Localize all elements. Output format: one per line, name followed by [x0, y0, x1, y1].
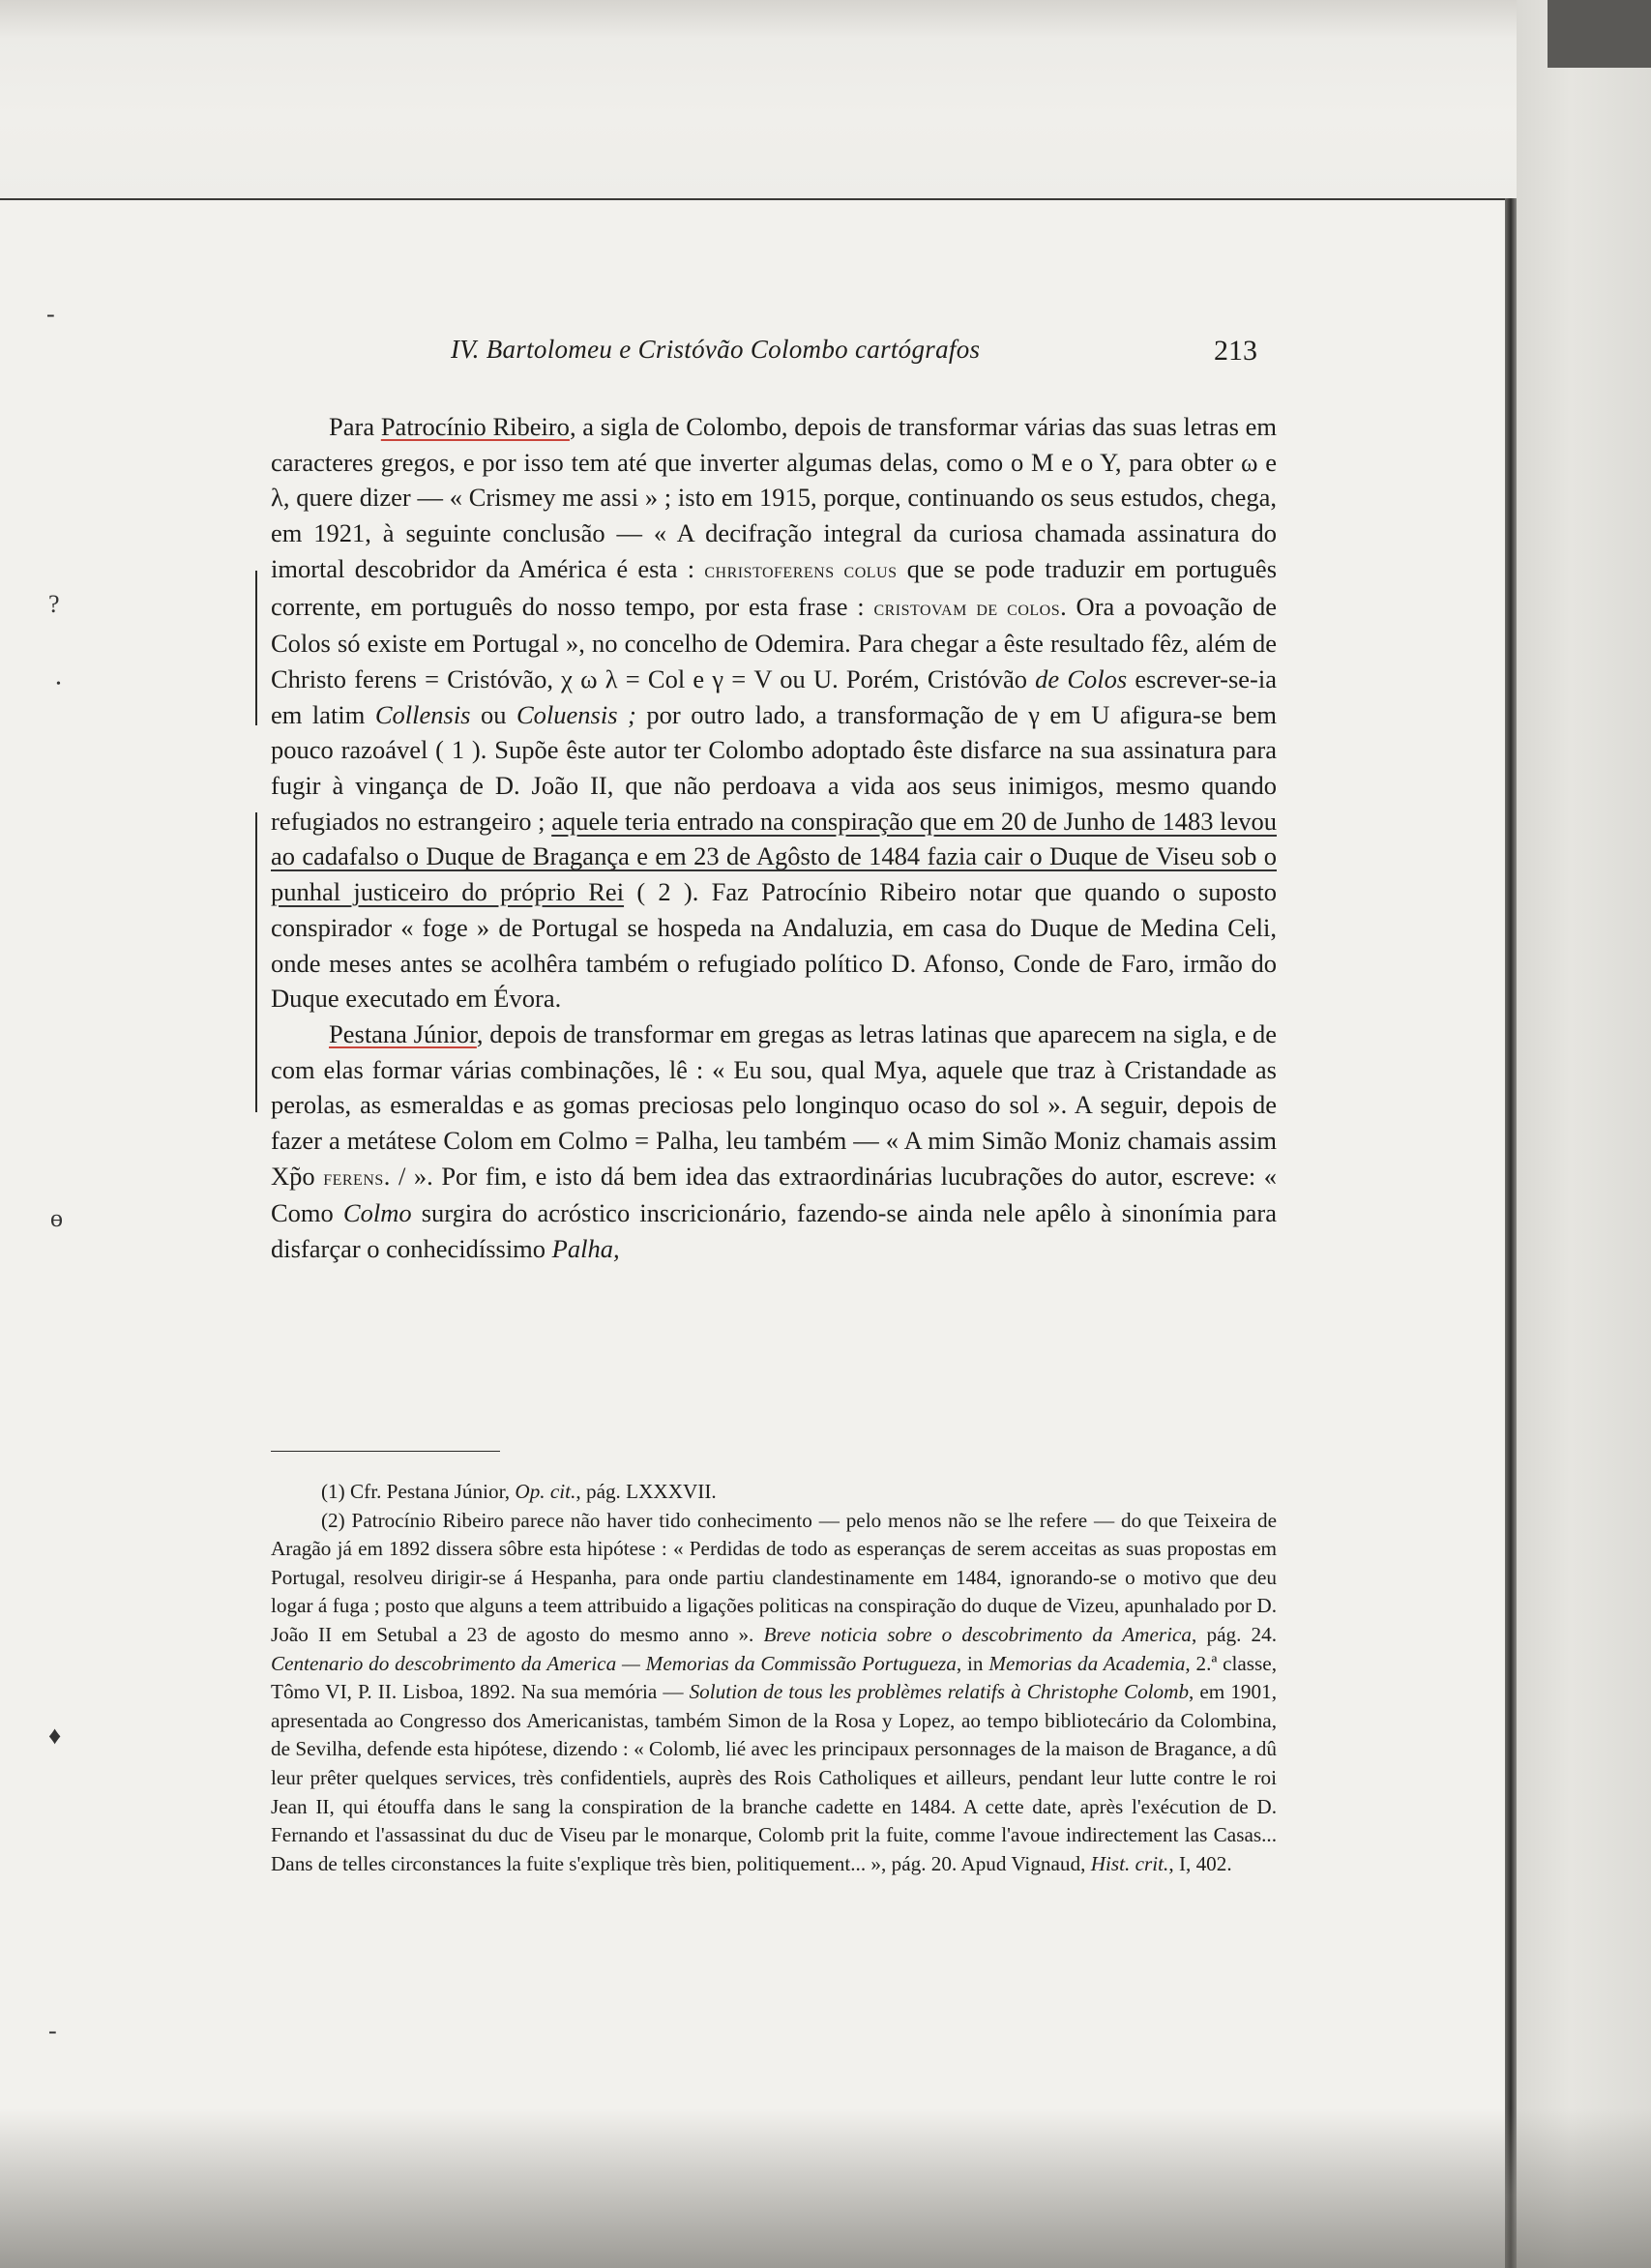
text-run: , depois de transformar em gregas as letras latinas que aparecem na sigla, e de com elas formar várias combinações, lê : « Eu sou, qual Mya, aquele que traz à Cristandade as perolas, as esmeraldas e as gomas preciosas pelo longinquo ocaso do sol ». A seguir, depois de fazer a metátese Colom em Colmo = Palha, leu também — « A mim Simão Moniz chamais assim Xp̃o [271, 1018, 1277, 1191]
italic-text: Memorias da Academia [988, 1651, 1186, 1675]
text-run: escrever-se-ia em latim [271, 663, 1277, 729]
underlined-name: Patrocínio Ribeiro [380, 412, 570, 441]
margin-mark: - [46, 300, 55, 328]
text-run: , pág. LXXXVII. [575, 1480, 717, 1503]
page-number: 213 [1214, 335, 1257, 367]
text-run: . / ». Por fim, e isto dá bem idea das extraordinárias lucubrações do autor, escreve: « Como [271, 1161, 1278, 1228]
text-run: que se pode traduzir em português corrente, em português do nosso tempo, por esta frase : [271, 553, 1278, 621]
text-run: ou [470, 699, 516, 729]
text-run: ( 2 ). Faz Patrocínio Ribeiro notar que quando o suposto conspirador « foge » de Portugal se hospeda na Andaluzia, em casa do Duque de Medina Celi, onde meses antes se acolhêra também o refugiado político D. Afonso, Conde de Faro, irmão do Duque executado em Évora. [271, 877, 1277, 1014]
text-run: , in [956, 1651, 989, 1675]
text-run: , em 1901, apresentada ao Congresso dos Americanistas, também Simon de la Rosa y Lopez, ao tempo bibliotecário da Colombina, de Sevilha, defende esta hipótese, dizendo : « Colomb, lié avec les principaux personnages de la maison de Bragance, a dû leur prêter quelques services, très confidentiels, auprès des Rois Catholiques et ailleurs, pendant leur lutte contre le roi Jean II, qui étouffa dans le sang la conspiration de la branche cadette en 1484. A cette date, après l'exécution de D. Fernando et l'assassinat du duc de Viseu par le monarque, Colomb prit la fuite, comme l'avoue indirectement las Casas... Dans de telles circonstances la fuite s'explique très bien, politiquement... », pág. 20. Apud Vignaud, [271, 1680, 1277, 1875]
text-run: , pág. 24. [1192, 1622, 1277, 1646]
margin-mark: • [56, 677, 61, 692]
small-caps-text: cristovam de colos [873, 595, 1061, 621]
margin-mark: ɵ [50, 1204, 63, 1232]
text-run: (2) Patrocínio Ribeiro parece não haver tido conhecimento — pelo menos não se lhe refere — do que Teixeira de Aragão já em 1892 dissera sôbre esta hipótese : « Perdidas de todo as esperanças de serem acceitas as suas propostas em Portugal, resolveu dirigir-se á Hespanha, para onde partiu clandestinamente em 1484, ignorando-se o motivo que deu logar á fuga ; posto que alguns a teem attribuido a ligações politicas na conspiração do duque de Vizeu, apunhalado por D. João II em Setubal a 23 de agosto do mesmo anno ». [271, 1508, 1277, 1646]
running-header [271, 335, 1257, 377]
italic-text: Hist. crit. [1090, 1851, 1169, 1875]
italic-text: Collensis [374, 699, 471, 729]
text-run: surgira do acróstico inscricionário, fazendo-se ainda nele apêlo à sinonímia para disfarçar o conhecidíssimo [271, 1198, 1277, 1264]
italic-text: Solution de tous les problèmes relatifs à Christophe Colomb [689, 1680, 1190, 1704]
footnote [271, 1507, 1277, 1879]
paragraph [271, 1016, 1277, 1267]
underlined-passage: aquele teria entrado na conspiração que em 20 de Junho de 1483 levou ao cadafalso o Duque de Bragança e em 23 de Agôsto de 1484 fazia cair o Duque de Viseu sob o punhal justiceiro do próprio Rei [271, 806, 1278, 907]
margin-mark: - [48, 2017, 57, 2045]
italic-text: Op. cit. [515, 1480, 576, 1503]
italic-text: Coluensis ; [516, 699, 636, 729]
margin-mark: ? [48, 590, 60, 618]
footnotes [271, 1478, 1277, 1878]
italic-text: Breve noticia sobre o descobrimento da America [763, 1622, 1193, 1646]
italic-text: Palha, [551, 1234, 620, 1264]
text-run: , I, 402. [1168, 1851, 1232, 1875]
page-spine-shadow [1505, 198, 1517, 2268]
footnote-rule [271, 1451, 500, 1452]
adjacent-page-margin [1517, 0, 1651, 2268]
text-run: (1) Cfr. Pestana Júnior, [321, 1480, 516, 1503]
text-run: Para [329, 412, 381, 441]
paragraph [271, 409, 1277, 1016]
margin-sideline [255, 571, 257, 725]
text-run: , 2.ª classe, Tômo VI, P. II. Lisboa, 1892. Na sua memória — [271, 1651, 1278, 1704]
text-run: . Ora a povoação de Colos só existe em Portugal », no concelho de Odemira. Para chegar a êste resultado fêz, além de Christo ferens = Cristóvão, χ ω λ = Col e γ = V ou U. Porém, Cristóvão [271, 591, 1277, 693]
folded-top-flap [0, 0, 1548, 200]
italic-text: Colmo [342, 1198, 412, 1228]
body-text [271, 409, 1277, 1267]
small-caps-text: christoferens colus [704, 557, 898, 583]
bottom-scan-shadow [0, 2108, 1651, 2268]
text-run: por outro lado, a transformação de γ em U afigura-se bem pouco razoável ( 1 ). Supõe êste autor ter Colombo adoptado êste disfarce na sua assinatura para fugir à vingança de D. João II, que não perdoava a vida aos seus inimigos, mesmo quando refugiados no estrangeiro ; [271, 699, 1277, 836]
margin-sideline [255, 812, 257, 1112]
margin-mark: ♦ [48, 1722, 62, 1750]
underlined-name: Pestana Júnior [329, 1018, 477, 1048]
footnote [271, 1478, 1277, 1507]
running-title: IV. Bartolomeu e Cristóvão Colombo cartógrafos [451, 335, 981, 364]
italic-text: de Colos [1035, 663, 1128, 693]
text-run: , a sigla de Colombo, depois de transformar várias das suas letras em caracteres gregos, e por isso tem até que inverter algumas delas, como o M e o Y, para obter ω e λ, quere dizer — « Crismey me assi » ; isto em 1915, porque, continuando os seus estudos, chega, em 1921, à seguinte conclusão — « A decifração integral da curiosa chamada assinatura do imortal descobridor da América é esta : [271, 412, 1277, 583]
italic-text: Centenario do descobrimento da America — Memorias da Commissão Portugueza [271, 1651, 957, 1675]
scan-corner-shadow [1548, 0, 1651, 68]
small-caps-text: ferens [323, 1164, 384, 1191]
